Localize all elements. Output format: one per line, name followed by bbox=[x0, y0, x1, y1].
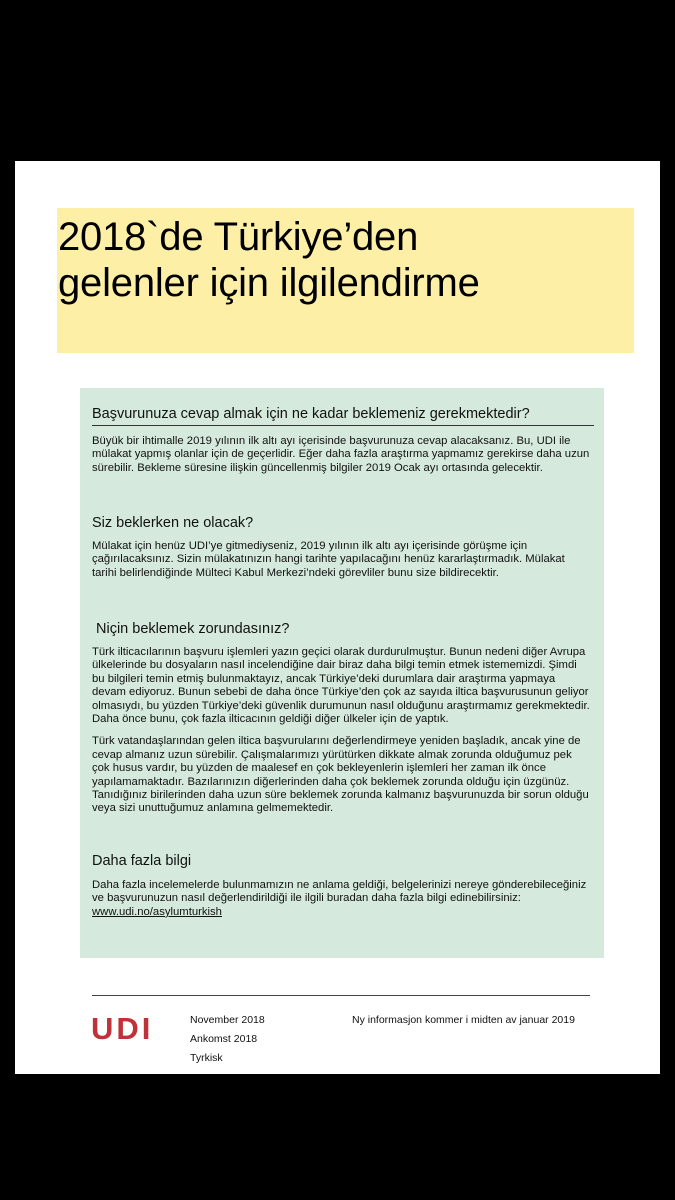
udi-logo: UDI bbox=[91, 1011, 154, 1046]
section-paragraph: Türk ilticacılarının başvuru işlemleri yazın geçici olarak durdurulmuştur. Bunun nedeni diğer Avrupa ülkelerinde bu dosyaların nasıl incelendiğine dair biraz daha bilgi temin etmek istememizdi. Şimdi bu bilgileri temin etmiş bulunmaktayız, ancak Türkiye’deki durumlara dair araştırma yapmaya devam ediyoruz. Bunun sebebi de daha önce Türkiye’den çok az sayıda iltica başvurusunun geliyor olmasıydı, bu yüzden Türkiye’deki güvenlik durumunun nasıl olduğunu araştırmamız gerekmektedir. Daha önce bunu, çok fazla ilticacının geldiği diğer ülkeler için de yaptık. bbox=[92, 646, 590, 726]
title-line-1: 2018`de Türkiye’den bbox=[58, 215, 419, 259]
more-info-text: Daha fazla incelemelerde bulunmamızın ne anlama geldiği, belgelerinizi nereye gönderebileceğiniz ve başvurunuzun nasıl değerlendirildiği ile ilgili buradan daha fazla bilgi edinebilirsiniz: bbox=[92, 879, 587, 905]
section-paragraph: Mülakat için henüz UDI’ye gitmediyseniz, 2019 yılının ilk altı ayı içerisinde görüşme için çağırılacaksınız. Sizin mülakatınızın hangi tarihte yapılacağını henüz kararlaştırmadık. Mülakat tarihi belirlendiğinde Mülteci Kabul Merkezi’ndeki görevliler bunu size bildirecektir. bbox=[92, 540, 565, 579]
section-why-wait bbox=[92, 620, 592, 816]
info-box bbox=[80, 388, 604, 958]
title-banner bbox=[57, 208, 634, 353]
title-line-2: gelenler için ilgilendirme bbox=[58, 261, 480, 305]
footer-divider bbox=[92, 995, 590, 996]
section-heading: Başvurunuza cevap almak için ne kadar beklemeniz gerekmektedir? bbox=[92, 405, 594, 426]
section-while-waiting bbox=[92, 514, 592, 580]
page-title bbox=[57, 214, 480, 306]
asylum-info-link[interactable]: www.udi.no/asylumturkish bbox=[92, 905, 222, 918]
section-paragraph: Türk vatandaşlarından gelen iltica başvurularını değerlendirmeye yeniden başladık, ancak yine de cevap almanız uzun sürebilir. Çalışmalarımızı yürütürken dikkate almak zorunda olduğumuz pek çok husus vardır, bu yüzden de maalesef en çok bekleyenlerin işlemleri her zaman ilk önce yapılamamaktadır. Bazılarınızın diğerlerinden daha çok beklemek zorunda olduğu için üzgünüz. Tanıdığınız birilerinden daha uzun süre beklemek zorunda kalmanız başvurunuzda bir sorun olduğu veya sizi unuttuğumuz anlamına gelmemektedir. bbox=[92, 735, 589, 815]
footer-date: November 2018 bbox=[190, 1014, 265, 1026]
section-heading: Niçin beklemek zorundasınız? bbox=[96, 621, 290, 637]
document-page bbox=[15, 161, 660, 1074]
section-heading: Daha fazla bilgi bbox=[92, 853, 192, 869]
section-paragraph bbox=[92, 879, 592, 919]
footer-category: Ankomst 2018 bbox=[190, 1033, 258, 1045]
footer-language: Tyrkisk bbox=[190, 1052, 223, 1064]
footer-note: Ny informasjon kommer i midten av januar 2019 bbox=[352, 1014, 575, 1026]
section-heading: Siz beklerken ne olacak? bbox=[92, 515, 254, 531]
section-paragraph: Büyük bir ihtimalle 2019 yılının ilk altı ayı içerisinde başvurunuza cevap alacaksanız. Bu, UDI ile mülakat yapmış olanlar için de geçerlidir. Eğer daha fazla araştırma yapmamız gerekirse daha uzun sürebilir. Bekleme süresine ilişkin güncellenmiş bilgiler 2019 Ocak ayı ortasında gelecektir. bbox=[92, 435, 590, 474]
section-more-info bbox=[92, 852, 592, 919]
footer-meta bbox=[190, 1011, 265, 1068]
section-waiting-time bbox=[92, 405, 592, 475]
